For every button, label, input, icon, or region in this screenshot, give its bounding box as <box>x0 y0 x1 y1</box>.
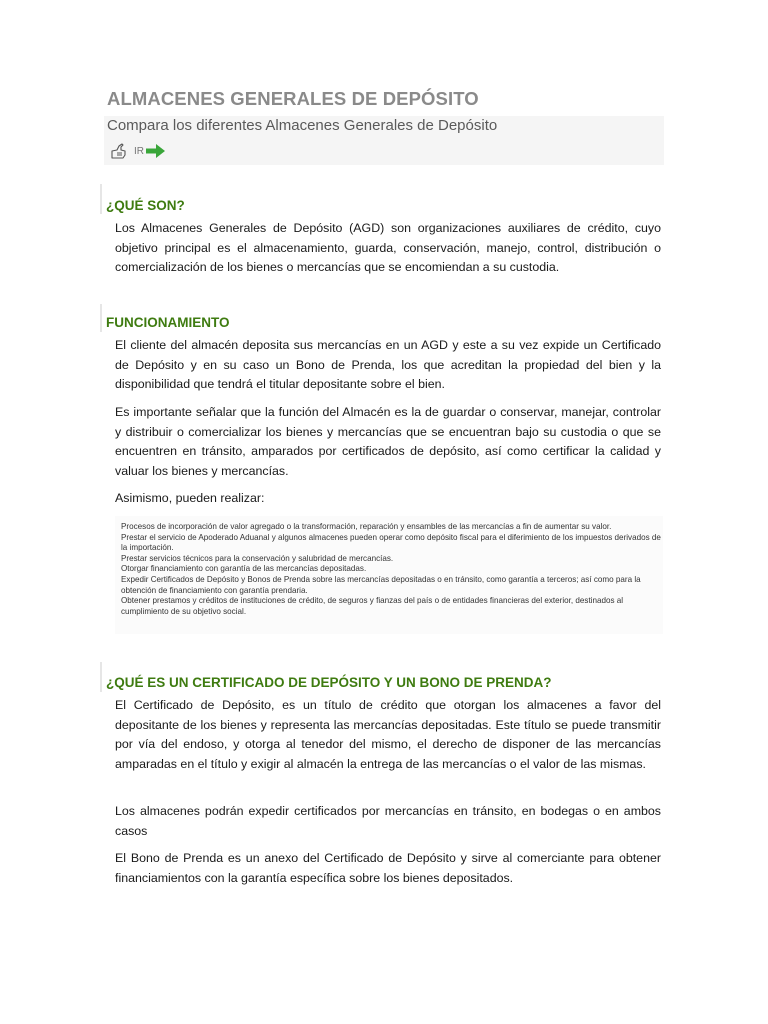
paragraph-certificado-2: Los almacenes podrán expedir certificados por mercancías en tránsito, en bodegas o en ambos casos <box>115 804 661 838</box>
section-divider-certificado <box>100 662 102 692</box>
list-item: Expedir Certificados de Depósito y Bonos de Prenda sobre las mercancías depositadas o en tránsito, como garantía a terceros; así como para la obtención de financiamiento con garantía prendaria. <box>121 574 641 595</box>
list-item: Prestar el servicio de Apoderado Aduanal y algunos almacenes pueden operar como depósito fiscal para el diferimiento de los impuestos derivados de la importación. <box>121 532 661 553</box>
list-item: Otorgar financiamiento con garantía de las mercancías depositadas. <box>121 564 367 574</box>
paragraph-certificado-3: El Bono de Prenda es un anexo del Certificado de Depósito y sirve al comerciante para obtener financiamientos con la garantía específica sobre los bienes depositados. <box>115 851 661 885</box>
ir-label: IR <box>134 145 144 157</box>
paragraph-que-son: Los Almacenes Generales de Depósito (AGD) son organizaciones auxiliares de crédito, cuyo objetivo principal es el almacenamiento, guarda, conservación, manejo, control, distribución o comercialización de los bienes o mercancías que se encomiendan a su custodia. <box>115 221 661 274</box>
section-divider-que-son <box>100 184 102 214</box>
paragraph-certificado-1: El Certificado de Depósito, es un título de crédito que otorgan los almacenes a favor del depositante de los bienes y representa las mercancías depositadas. Este título se puede transmitir por vía del endoso, y otorga al tenedor del mismo, el derecho de disponer de las mercancías amparadas en el título y exigir al almacén la entrega de las mercancías o el valor de las mismas. <box>115 698 661 771</box>
list-item: Obtener prestamos y créditos de instituciones de crédito, de seguros y fianzas del país o de entidades financieras del exterior, destinados al cumplimiento de su objetivo social. <box>121 596 624 616</box>
ir-link[interactable] <box>110 142 167 160</box>
list-item: Prestar servicios técnicos para la conservación y salubridad de mercancías. <box>121 553 394 563</box>
services-list <box>115 516 661 617</box>
heading-que-son: ¿QUÉ SON? <box>106 198 185 213</box>
compare-banner <box>104 116 664 165</box>
services-list-box <box>115 516 663 634</box>
list-item: Procesos de incorporación de valor agregado o la transformación, reparación y ensambles de las mercancías a fin de aumentar su valor. <box>121 522 612 531</box>
heading-certificado: ¿QUÉ ES UN CERTIFICADO DE DEPÓSITO Y UN BONO DE PRENDA? <box>106 675 552 690</box>
arrow-right-icon <box>145 142 167 160</box>
heading-funcionamiento: FUNCIONAMIENTO <box>106 315 230 330</box>
pointing-hand-icon <box>110 142 130 160</box>
page-title: ALMACENES GENERALES DE DEPÓSITO <box>107 88 479 109</box>
paragraph-funcionamiento-1: El cliente del almacén deposita sus mercancías en un AGD y este a su vez expide un Certificado de Depósito y en su caso un Bono de Prenda, los que acreditan la propiedad del bien y la disponibilidad que tendrá el titular depositante sobre el bien. <box>115 338 661 391</box>
section-divider-funcionamiento <box>100 304 102 332</box>
compare-text: Compara los diferentes Almacenes Generales de Depósito <box>107 117 498 134</box>
paragraph-funcionamiento-3: Asimismo, pueden realizar: <box>115 491 265 505</box>
paragraph-funcionamiento-2: Es importante señalar que la función del Almacén es la de guardar o conservar, manejar, controlar y distribuir o comercializar los bienes y mercancías que se encuentran bajo su custodia o que se encuentren en tránsito, amparados por certificados de depósito, así como certificar la calidad y valuar los bienes y mercancías. <box>115 405 661 478</box>
